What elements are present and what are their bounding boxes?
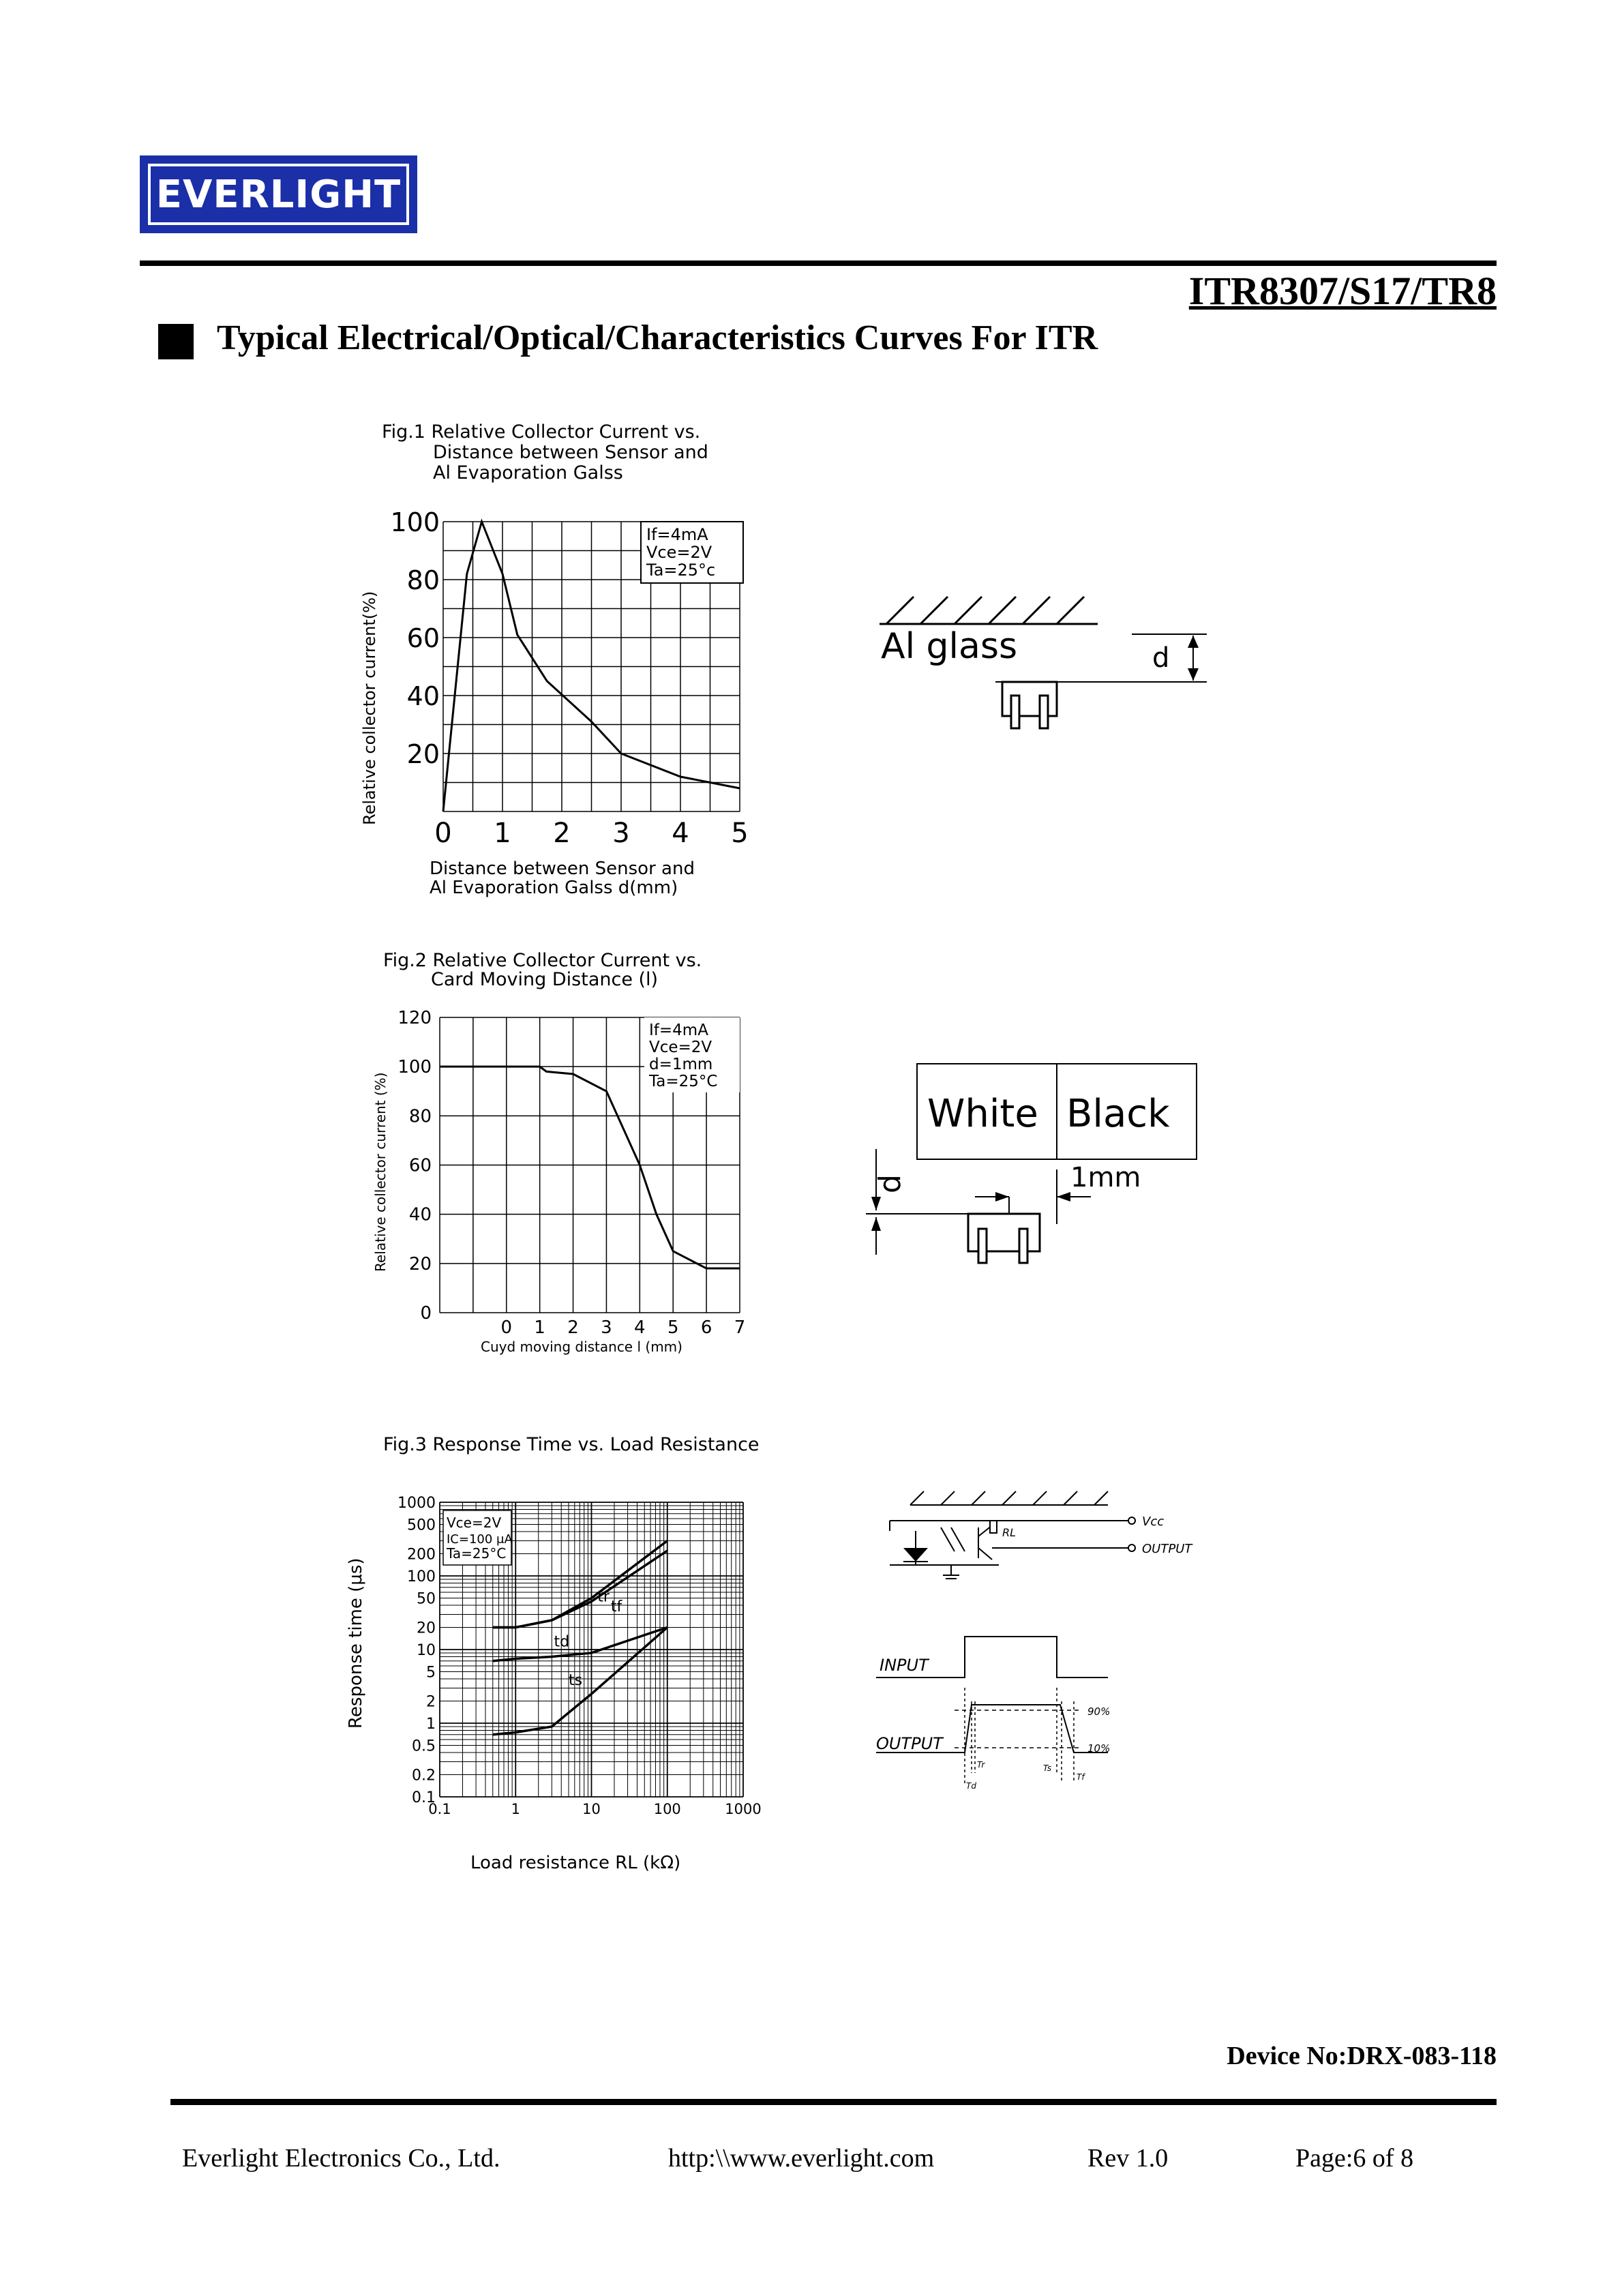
fig2-ytick: 20 <box>408 1253 432 1274</box>
fig1-xtick: 2 <box>553 818 571 849</box>
fig3-output-label: OUTPUT <box>1142 1542 1192 1556</box>
footer-rev: Rev 1.0 <box>1087 2144 1169 2173</box>
fig2-caption-1: Fig.2 Relative Collector Current vs. <box>383 950 702 971</box>
fig1-caption-2: Distance between Sensor and <box>433 442 708 463</box>
fig3-circuit-diagram <box>876 1483 1203 1620</box>
fig2-cond-1: If=4mA <box>649 1022 708 1039</box>
fig2-ytick: 0 <box>420 1303 432 1324</box>
fig3-series-label-td: td <box>554 1633 570 1651</box>
fig1-diagram <box>873 586 1227 750</box>
fig3-xtick: 1 <box>511 1801 520 1817</box>
fig1-xtick: 1 <box>494 818 511 849</box>
fig1-ytick: 20 <box>406 739 440 769</box>
fig3-xtick: 10 <box>582 1801 601 1817</box>
footer-url[interactable]: http:\\www.everlight.com <box>668 2144 935 2173</box>
fig2-diagram-d-label: d <box>873 1174 907 1193</box>
fig1-ylabel: Relative collector current(%) <box>360 591 379 825</box>
footer-rule <box>170 2099 1497 2105</box>
fig3-xtick: 0.1 <box>428 1801 451 1817</box>
fig2-series-line <box>440 1067 740 1268</box>
device-number: Device No:DRX-083-118 <box>1227 2042 1497 2070</box>
fig1-xtick: 5 <box>731 818 749 849</box>
timing-90-label: 90% <box>1087 1705 1111 1718</box>
fig3-series-label-tr: tr <box>597 1588 610 1606</box>
fig3-series-label-tf: tf <box>610 1598 622 1616</box>
fig3-ylabel: Response time (μs) <box>346 1557 366 1729</box>
fig1-ytick: 40 <box>406 681 440 711</box>
fig2-caption-2: Card Moving Distance (l) <box>431 969 659 990</box>
part-number: ITR8307/S17/TR8 <box>1188 269 1497 313</box>
fig1-xlabel-2: Al Evaporation Galss d(mm) <box>430 878 678 898</box>
fig3-ytick: 0.5 <box>412 1738 436 1755</box>
everlight-logo <box>140 155 417 233</box>
fig3-ytick: 500 <box>407 1517 436 1534</box>
fig1-caption-1: Fig.1 Relative Collector Current vs. <box>382 421 701 443</box>
fig2-xtick: 5 <box>667 1317 679 1338</box>
fig3-ytick: 0.1 <box>412 1789 436 1806</box>
timing-ts-label: Ts <box>1043 1763 1052 1773</box>
header-rule <box>140 260 1497 266</box>
fig1-diagram-glass-label: Al glass <box>881 626 1018 667</box>
fig2-xtick: 6 <box>700 1317 712 1338</box>
timing-input-label: INPUT <box>880 1656 929 1675</box>
section-title: Typical Electrical/Optical/Characteristics Curves For ITR <box>217 318 1098 357</box>
fig1-xtick: 3 <box>612 818 630 849</box>
fig3-xlabel: Load resistance RL (kΩ) <box>470 1853 681 1873</box>
fig3-cond-3: Ta=25°C <box>447 1545 507 1562</box>
fig3-timing-diagram <box>876 1626 1176 1804</box>
fig1-ytick: 60 <box>406 623 440 653</box>
timing-10-label: 10% <box>1087 1742 1111 1755</box>
fig2-cond-3: d=1mm <box>649 1056 713 1073</box>
fig2-cond-4: Ta=25°C <box>649 1073 718 1090</box>
fig3-chart <box>341 1429 818 1879</box>
fig1-caption-3: Al Evaporation Galss <box>433 462 623 483</box>
fig3-ytick: 5 <box>426 1664 436 1682</box>
fig2-diagram <box>866 1050 1220 1296</box>
fig2-diagram-white-label: White <box>927 1092 1038 1136</box>
fig2-xtick: 1 <box>534 1317 545 1338</box>
fig2-chart <box>355 944 764 1367</box>
fig2-ytick: 80 <box>408 1106 432 1127</box>
fig1-ytick: 80 <box>406 565 440 595</box>
fig3-xtick: 100 <box>653 1801 681 1817</box>
timing-tf-label: Tf <box>1077 1772 1085 1782</box>
fig3-caption: Fig.3 Response Time vs. Load Resistance <box>383 1434 760 1455</box>
fig2-xtick: 4 <box>634 1317 646 1338</box>
fig1-cond-3: Ta=25°c <box>646 561 716 580</box>
timing-output-label: OUTPUT <box>876 1734 943 1753</box>
fig2-diagram-black-label: Black <box>1066 1092 1170 1136</box>
section-bullet <box>158 324 194 359</box>
fig3-ytick: 50 <box>417 1590 436 1608</box>
fig3-xtick: 1000 <box>725 1801 762 1817</box>
fig2-xtick: 0 <box>500 1317 513 1338</box>
timing-tr-label: Tr <box>977 1760 985 1770</box>
fig1-diagram-d-label: d <box>1152 642 1170 674</box>
fig1-cond-1: If=4mA <box>646 525 708 544</box>
fig2-xtick: 2 <box>567 1317 579 1338</box>
fig3-ytick: 1 <box>426 1716 436 1733</box>
fig3-rl-label: RL <box>1002 1526 1017 1539</box>
fig2-ytick: 120 <box>397 1008 432 1028</box>
fig2-cond-2: Vce=2V <box>649 1039 712 1056</box>
fig3-cond-2: IC=100 μA <box>447 1532 513 1547</box>
fig3-ytick: 1000 <box>397 1495 436 1512</box>
fig3-series-label-ts: ts <box>569 1672 583 1690</box>
fig3-ytick: 10 <box>417 1642 436 1659</box>
fig3-ytick: 2 <box>426 1693 436 1711</box>
footer-company: Everlight Electronics Co., Ltd. <box>182 2144 500 2173</box>
fig2-ytick: 40 <box>408 1204 432 1225</box>
fig2-ytick: 60 <box>408 1155 432 1176</box>
fig1-xtick: 4 <box>672 818 689 849</box>
fig1-ytick: 100 <box>390 507 440 537</box>
fig2-diagram-mm-label: 1mm <box>1070 1162 1141 1193</box>
fig1-xlabel-1: Distance between Sensor and <box>430 859 695 879</box>
fig1-chart <box>355 416 764 907</box>
fig2-ytick: 100 <box>397 1057 432 1078</box>
fig3-ytick: 200 <box>407 1546 436 1564</box>
fig3-cond-1: Vce=2V <box>447 1515 502 1531</box>
logo-text: EVERLIGHT <box>155 172 402 217</box>
fig3-ytick: 20 <box>417 1620 436 1637</box>
fig2-ylabel: Relative collector current (%) <box>372 1072 389 1272</box>
fig1-cond-2: Vce=2V <box>646 543 712 562</box>
fig3-ytick: 0.2 <box>412 1767 436 1785</box>
fig2-xlabel: Cuyd moving distance l (mm) <box>481 1339 682 1355</box>
fig3-vcc-label: Vcc <box>1142 1515 1165 1529</box>
fig2-xtick: 7 <box>734 1317 746 1338</box>
timing-td-label: Td <box>966 1781 976 1791</box>
fig3-ytick: 100 <box>407 1568 436 1585</box>
fig2-xtick: 3 <box>601 1317 612 1338</box>
footer-page: Page:6 of 8 <box>1295 2144 1414 2173</box>
fig1-xtick: 0 <box>434 818 452 849</box>
